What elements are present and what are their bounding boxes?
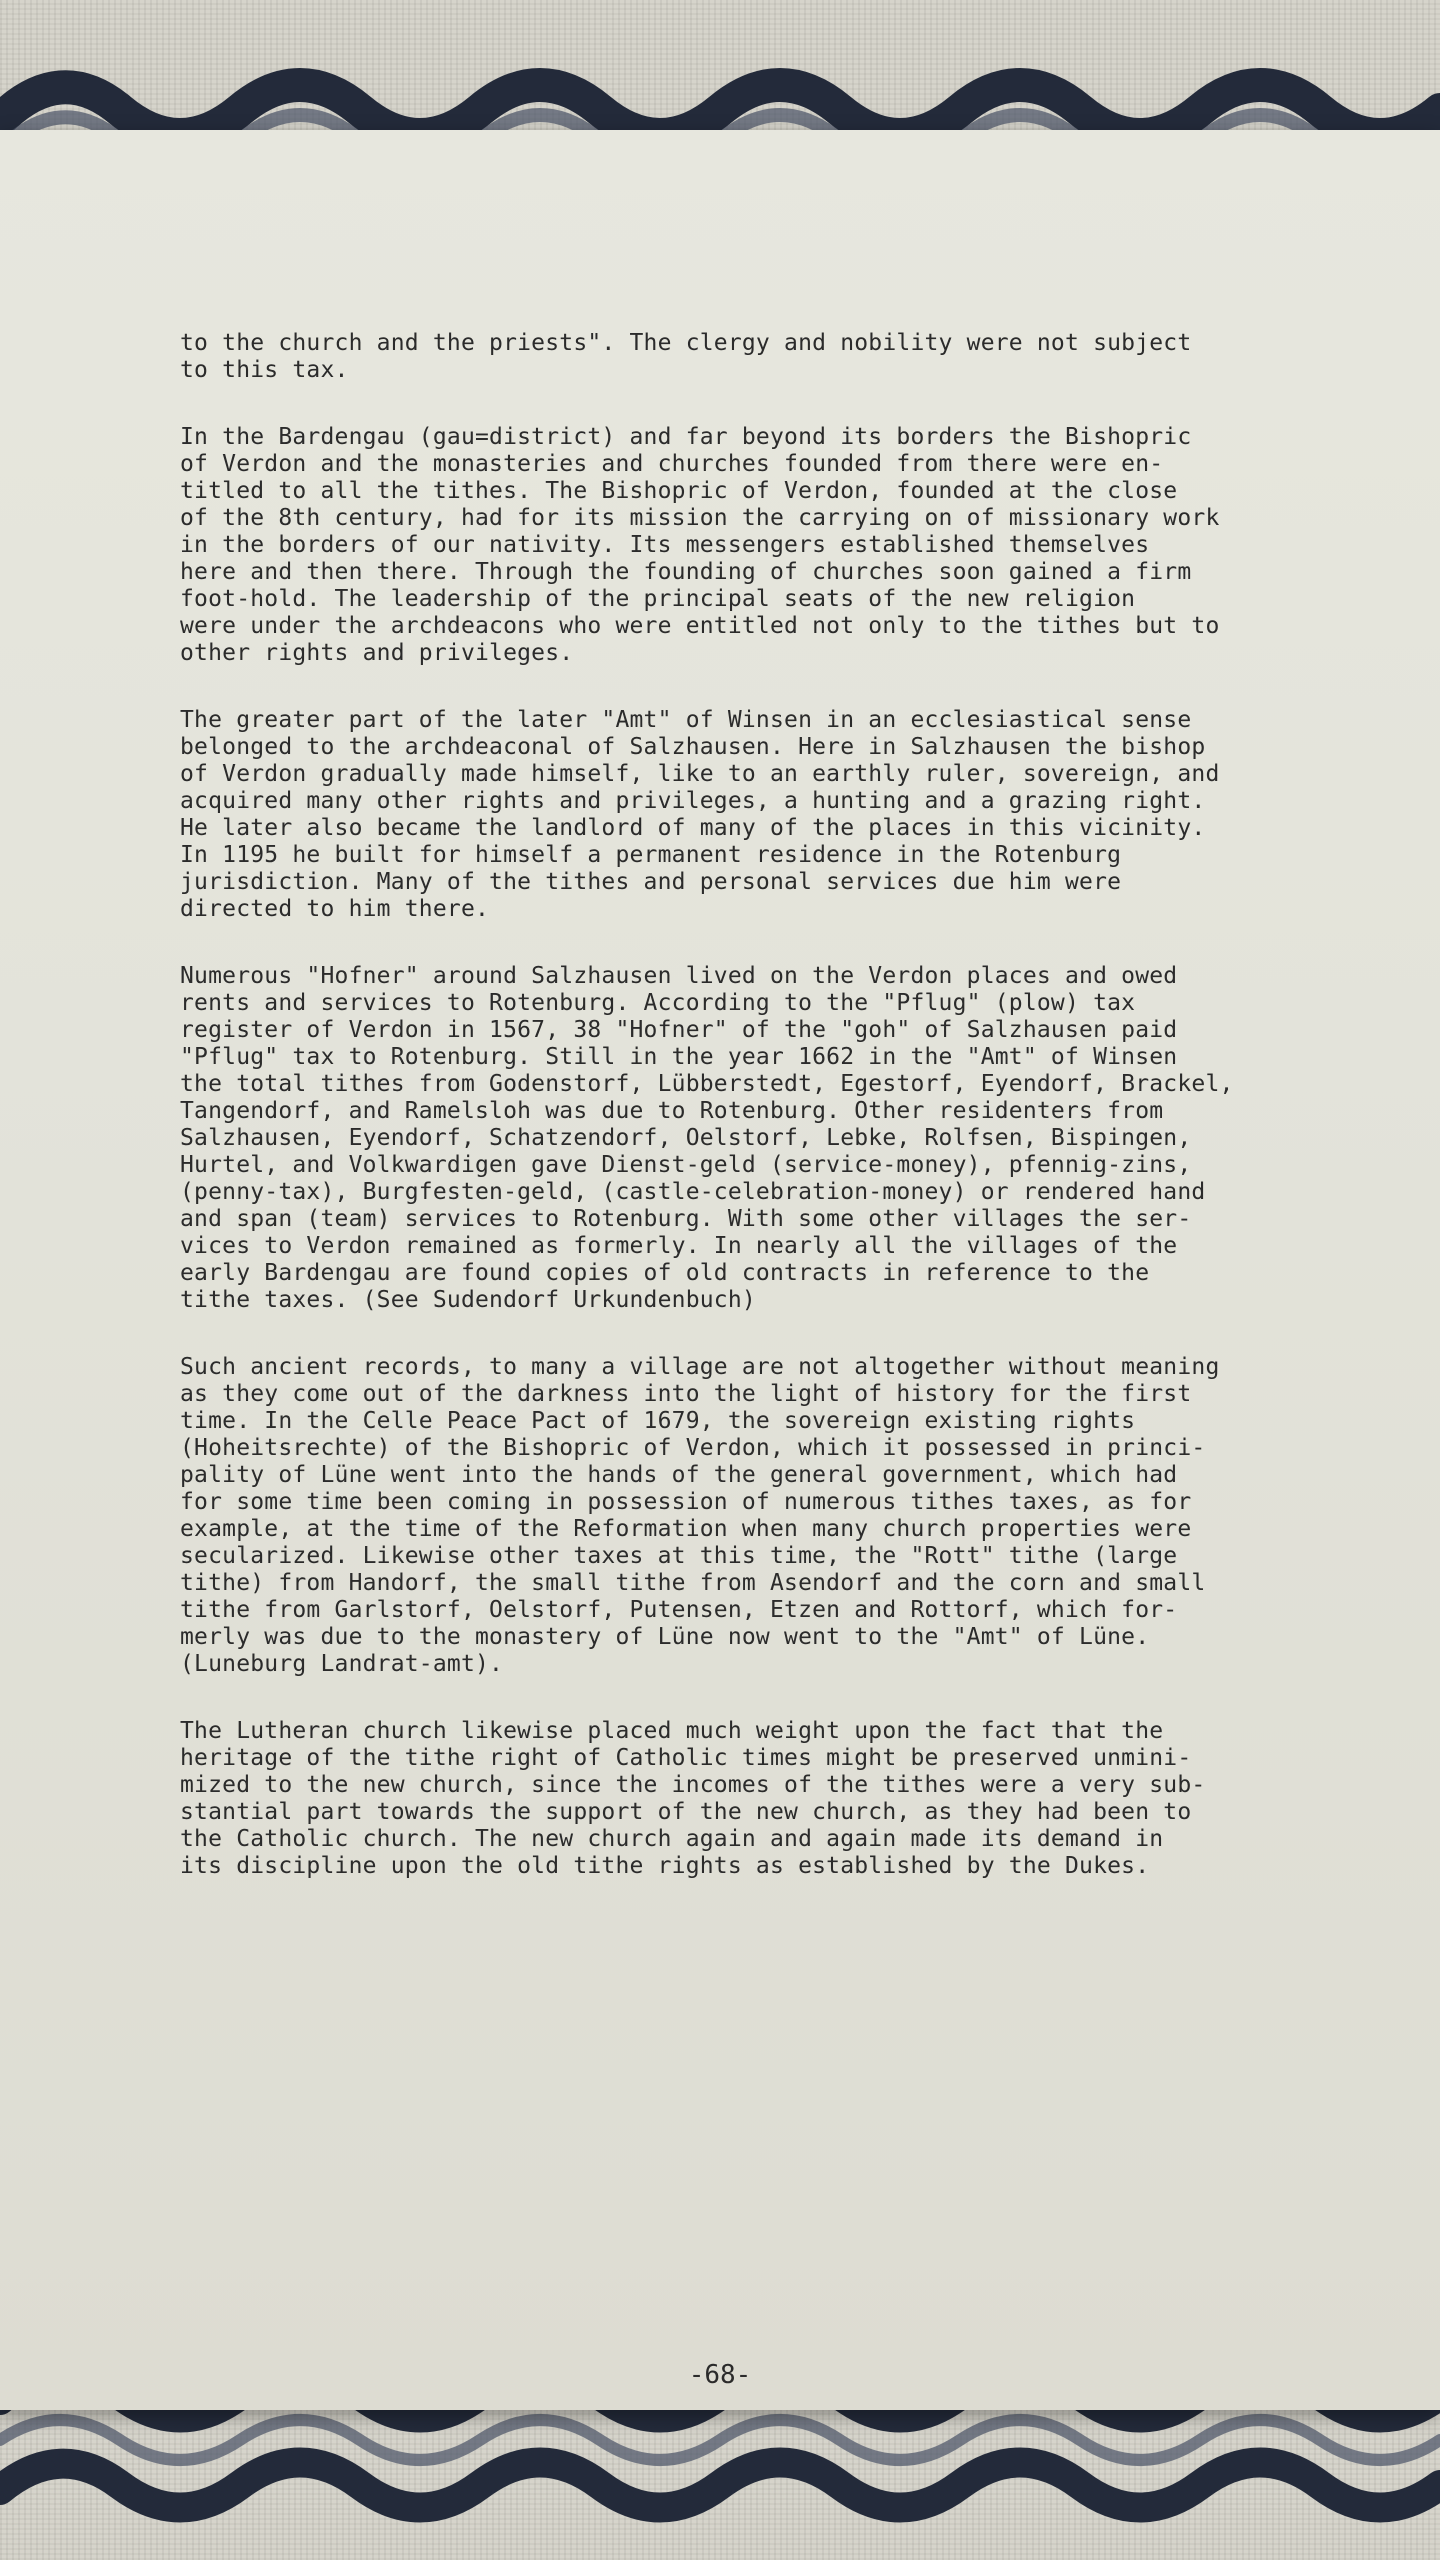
document-body: [180, 330, 1400, 1920]
text-line: In the Bardengau (gau=district) and far beyond its borders the Bishopric: [180, 424, 1192, 450]
text-line: were under the archdeacons who were entitled not only to the tithes but to: [180, 613, 1220, 639]
text-line: merly was due to the monastery of Lüne now went to the "Amt" of Lüne.: [180, 1624, 1150, 1650]
text-line: of Verdon and the monasteries and churches founded from there were en-: [180, 451, 1164, 477]
text-line: directed to him there.: [180, 896, 490, 922]
text-line: He later also became the landlord of many of the places in this vicinity.: [180, 815, 1206, 841]
text-line: to this tax.: [180, 357, 349, 383]
text-line: pality of Lüne went into the hands of the general government, which had: [180, 1462, 1178, 1488]
paper-page: [0, 130, 1440, 2410]
text-line: Salzhausen, Eyendorf, Schatzendorf, Oelstorf, Lebke, Rolfsen, Bispingen,: [180, 1125, 1192, 1151]
paragraph: [180, 1354, 1400, 1678]
text-line: as they come out of the darkness into the light of history for the first: [180, 1381, 1192, 1407]
text-line: The greater part of the later "Amt" of Winsen in an ecclesiastical sense: [180, 707, 1192, 733]
text-line: in the borders of our nativity. Its messengers established themselves: [180, 532, 1150, 558]
text-line: the total tithes from Godenstorf, Lübberstedt, Egestorf, Eyendorf, Brackel,: [180, 1071, 1234, 1097]
text-line: acquired many other rights and privileges, a hunting and a grazing right.: [180, 788, 1206, 814]
text-line: here and then there. Through the founding of churches soon gained a firm: [180, 559, 1192, 585]
text-line: early Bardengau are found copies of old contracts in reference to the: [180, 1260, 1150, 1286]
text-line: tithe from Garlstorf, Oelstorf, Putensen, Etzen and Rottorf, which for-: [180, 1597, 1178, 1623]
text-line: of the 8th century, had for its mission the carrying on of missionary work: [180, 505, 1220, 531]
paragraph: [180, 330, 1400, 384]
text-line: belonged to the archdeaconal of Salzhausen. Here in Salzhausen the bishop: [180, 734, 1206, 760]
text-line: In 1195 he built for himself a permanent residence in the Rotenburg: [180, 842, 1122, 868]
text-line: register of Verdon in 1567, 38 "Hofner" of the "goh" of Salzhausen paid: [180, 1017, 1178, 1043]
text-line: for some time been coming in possession of numerous tithes taxes, as for: [180, 1489, 1192, 1515]
text-line: stantial part towards the support of the new church, as they had been to: [180, 1799, 1192, 1825]
text-line: foot-hold. The leadership of the principal seats of the new religion: [180, 586, 1136, 612]
text-line: time. In the Celle Peace Pact of 1679, the sovereign existing rights: [180, 1408, 1136, 1434]
paragraph: [180, 1718, 1400, 1880]
text-line: Numerous "Hofner" around Salzhausen lived on the Verdon places and owed: [180, 963, 1178, 989]
text-line: (Luneburg Landrat-amt).: [180, 1651, 504, 1677]
text-line: other rights and privileges.: [180, 640, 574, 666]
text-line: Tangendorf, and Ramelsloh was due to Rotenburg. Other residenters from: [180, 1098, 1164, 1124]
text-line: its discipline upon the old tithe rights as established by the Dukes.: [180, 1853, 1150, 1879]
text-line: and span (team) services to Rotenburg. With some other villages the ser-: [180, 1206, 1192, 1232]
text-line: example, at the time of the Reformation when many church properties were: [180, 1516, 1192, 1542]
text-line: to the church and the priests". The clergy and nobility were not subject: [180, 330, 1192, 356]
text-line: Hurtel, and Volkwardigen gave Dienst-geld (service-money), pfennig-zins,: [180, 1152, 1192, 1178]
paragraph: [180, 963, 1400, 1314]
text-line: (Hoheitsrechte) of the Bishopric of Verdon, which it possessed in princi-: [180, 1435, 1206, 1461]
text-line: jurisdiction. Many of the tithes and personal services due him were: [180, 869, 1122, 895]
text-line: titled to all the tithes. The Bishopric of Verdon, founded at the close: [180, 478, 1178, 504]
text-line: tithe) from Handorf, the small tithe from Asendorf and the corn and small: [180, 1570, 1206, 1596]
text-line: (penny-tax), Burgfesten-geld, (castle-celebration-money) or rendered hand: [180, 1179, 1206, 1205]
text-line: secularized. Likewise other taxes at this time, the "Rott" tithe (large: [180, 1543, 1178, 1569]
text-line: rents and services to Rotenburg. According to the "Pflug" (plow) tax: [180, 990, 1136, 1016]
text-line: tithe taxes. (See Sudendorf Urkundenbuch): [180, 1287, 756, 1313]
text-line: The Lutheran church likewise placed much weight upon the fact that the: [180, 1718, 1164, 1744]
text-line: "Pflug" tax to Rotenburg. Still in the year 1662 in the "Amt" of Winsen: [180, 1044, 1178, 1070]
text-line: vices to Verdon remained as formerly. In nearly all the villages of the: [180, 1233, 1178, 1259]
paragraph: [180, 424, 1400, 667]
text-line: of Verdon gradually made himself, like to an earthly ruler, sovereign, and: [180, 761, 1220, 787]
text-line: mized to the new church, since the incomes of the tithes were a very sub-: [180, 1772, 1206, 1798]
text-line: heritage of the tithe right of Catholic times might be preserved unmini-: [180, 1745, 1192, 1771]
paragraph: [180, 707, 1400, 923]
page-number: -68-: [688, 2360, 752, 2390]
text-line: the Catholic church. The new church again and again made its demand in: [180, 1826, 1164, 1852]
text-line: Such ancient records, to many a village are not altogether without meaning: [180, 1354, 1220, 1380]
